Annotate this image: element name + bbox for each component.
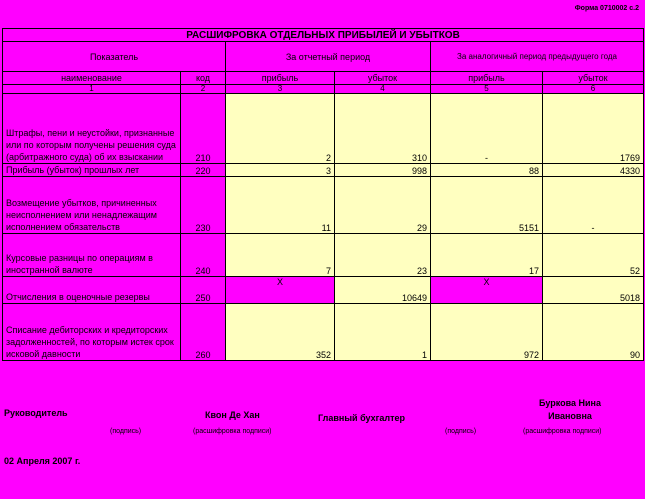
loss-previous-cell[interactable]: 5018: [543, 277, 644, 304]
table-row: [3, 177, 644, 234]
code-header: код: [181, 72, 226, 85]
row-code: 240: [181, 234, 226, 277]
previous-period-header: За аналогичный период предыдущего года: [431, 42, 644, 72]
profit-current-cell[interactable]: 11: [226, 177, 335, 234]
profit-current-header: прибыль: [226, 72, 335, 85]
row-code: 250: [181, 277, 226, 304]
profit-previous-cell[interactable]: 88: [431, 164, 543, 177]
row-name: Списание дебиторских и кредиторских задолженностей, по которым истек срок исковой давности: [3, 304, 181, 361]
current-period-header: За отчетный период: [226, 42, 431, 72]
form-code: Форма 0710002 с.2: [574, 5, 639, 12]
name-header: наименование: [3, 72, 181, 85]
report-table: [2, 28, 644, 361]
head-signature-caption: (подпись): [110, 428, 142, 435]
row-code: 220: [181, 164, 226, 177]
profit-previous-cell[interactable]: 972: [431, 304, 543, 361]
column-number: 5: [431, 85, 543, 94]
accountant-decoding-caption: (расшифровка подписи): [523, 428, 602, 435]
row-name: Штрафы, пени и неустойки, признанные или по которым получены решения суда (арбитражного суда) об их взыскании: [3, 94, 181, 164]
table-row: [3, 234, 644, 277]
profit-previous-header: прибыль: [431, 72, 543, 85]
head-name: Квон Де Хан: [205, 410, 260, 420]
accountant-signature-caption: (подпись): [445, 428, 477, 435]
column-number: 1: [3, 85, 181, 94]
column-number: 4: [335, 85, 431, 94]
table-row: [3, 304, 644, 361]
report-date: 02 Апреля 2007 г.: [4, 456, 81, 466]
loss-current-cell[interactable]: 998: [335, 164, 431, 177]
row-name: Курсовые разницы по операциям в иностранной валюте: [3, 234, 181, 277]
loss-previous-cell[interactable]: 1769: [543, 94, 644, 164]
loss-previous-cell[interactable]: 90: [543, 304, 644, 361]
row-code: 260: [181, 304, 226, 361]
report-title: РАСШИФРОВКА ОТДЕЛЬНЫХ ПРИБЫЛЕЙ И УБЫТКОВ: [3, 29, 644, 42]
head-label: Руководитель: [4, 408, 68, 418]
column-number: 3: [226, 85, 335, 94]
column-number: 6: [543, 85, 644, 94]
profit-previous-cell[interactable]: 17: [431, 234, 543, 277]
loss-previous-cell[interactable]: 52: [543, 234, 644, 277]
table-row: [3, 277, 644, 304]
indicator-header: Показатель: [3, 42, 226, 72]
profit-previous-cell[interactable]: 5151: [431, 177, 543, 234]
profit-current-cell[interactable]: 352: [226, 304, 335, 361]
loss-current-cell[interactable]: 310: [335, 94, 431, 164]
column-number: 2: [181, 85, 226, 94]
table-row: [3, 94, 644, 164]
chief-accountant-name: Буркова Нина Ивановна: [538, 398, 601, 421]
row-name: Отчисления в оценочные резервы: [3, 277, 181, 304]
table-row: [3, 164, 644, 177]
chief-accountant-label: Главный бухгалтер: [318, 413, 406, 423]
row-code: 210: [181, 94, 226, 164]
head-decoding-caption: (расшифровка подписи): [193, 428, 272, 435]
loss-current-cell[interactable]: 29: [335, 177, 431, 234]
loss-current-header: убыток: [335, 72, 431, 85]
loss-current-cell[interactable]: 1: [335, 304, 431, 361]
loss-current-cell[interactable]: 23: [335, 234, 431, 277]
profit-previous-cell[interactable]: -: [431, 94, 543, 164]
profit-current-cell: Х: [226, 277, 335, 304]
loss-current-cell[interactable]: 10649: [335, 277, 431, 304]
row-name: Возмещение убытков, причиненных неисполнением или ненадлежащим исполнением обязательств: [3, 177, 181, 234]
row-code: 230: [181, 177, 226, 234]
row-name: Прибыль (убыток) прошлых лет: [3, 164, 181, 177]
loss-previous-cell[interactable]: 4330: [543, 164, 644, 177]
profit-previous-cell: Х: [431, 277, 543, 304]
profit-current-cell[interactable]: 7: [226, 234, 335, 277]
profit-current-cell[interactable]: 2: [226, 94, 335, 164]
profit-current-cell[interactable]: 3: [226, 164, 335, 177]
loss-previous-header: убыток: [543, 72, 644, 85]
loss-previous-cell[interactable]: -: [543, 177, 644, 234]
